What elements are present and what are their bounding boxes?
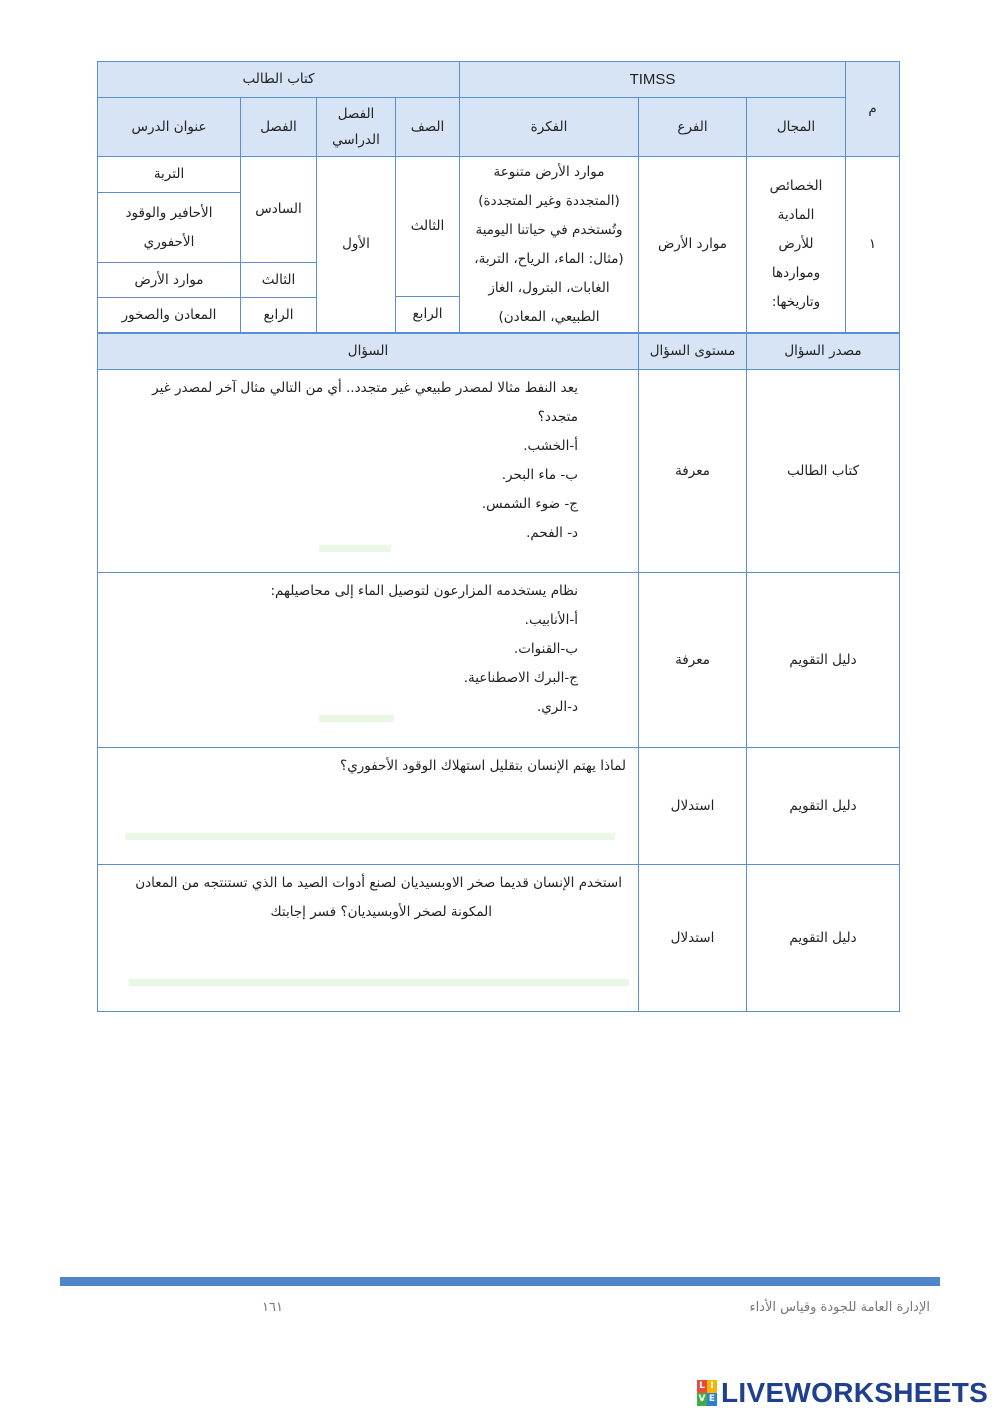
liveworksheets-wordmark: LIVEWORKSHEETS <box>721 1377 989 1408</box>
row-grade-4: الرابع <box>395 296 460 333</box>
liveworksheets-icon <box>697 1380 717 1406</box>
question-4-stem: استخدم الإنسان قديما صخر الاوبسيديان لصنع أدوات الصيد ما الذي تستنتجه من المعادن <box>135 875 622 891</box>
header-student-book: كتاب الطالب <box>97 61 460 98</box>
header-lesson-title: عنوان الدرس <box>97 97 241 157</box>
question-2-stem: نظام يستخدمه المزارعون لتوصيل الماء إلى محاصيلهم: <box>270 583 578 599</box>
logo-tile-v: V <box>698 1394 706 1404</box>
question-2-option-a: أ-الأنابيب. <box>524 612 578 628</box>
row-grade-3: الثالث <box>395 156 460 297</box>
question-3-stem: لماذا يهتم الإنسان بتقليل استهلاك الوقود الأحفوري؟ <box>340 758 626 774</box>
question-1-option-d: د- الفحم. <box>526 525 578 541</box>
header-domain: المجال <box>746 97 846 157</box>
question-3-source: دليل التقويم <box>746 747 900 865</box>
question-1-text <box>97 369 639 573</box>
question-2-option-b: ب-القنوات. <box>513 641 578 657</box>
row-lesson-minerals: المعادن والصخور <box>97 297 241 333</box>
header-grade: الصف <box>395 97 460 157</box>
question-1-option-a: أ-الخشب. <box>523 438 578 454</box>
question-1-answer-field[interactable] <box>319 545 391 552</box>
page-number: ١٦١ <box>262 1300 283 1315</box>
question-4-answer-field[interactable] <box>129 979 629 986</box>
question-3-level: استدلال <box>638 747 747 865</box>
question-1-option-c: ج- ضوء الشمس. <box>481 496 578 512</box>
logo-tile-l: L <box>697 1380 707 1393</box>
row-lesson-fossils: الأحافير والوقود الأحفوري <box>97 192 241 263</box>
header-idea: الفكرة <box>459 97 639 157</box>
row-branch: موارد الأرض <box>638 156 747 333</box>
row-domain: الخصائص المادية للأرض ومواردها وتاريخها: <box>746 156 846 333</box>
row-idea: موارد الأرض متنوعة (المتجددة وغير المتجددة) وتُستخدم في حياتنا اليومية (مثال: الماء، الرياح، التربة، الغابات، البترول، الغاز الطبيعي، المعادن) <box>459 156 639 333</box>
questions-header-question: السؤال <box>97 333 639 370</box>
question-2-level: معرفة <box>638 572 747 748</box>
questions-header-source: مصدر السؤال <box>746 333 900 370</box>
footer-bar <box>60 1277 940 1286</box>
question-1-stem: يعد النفط مثالا لمصدر طبيعي غير متجدد.. أي من التالي مثال آخر لمصدر غير <box>152 380 578 396</box>
row-lesson-soil: التربة <box>97 156 241 193</box>
question-1-option-b: ب- ماء البحر. <box>501 467 578 483</box>
question-4-level: استدلال <box>638 864 747 1012</box>
question-2-option-d: د-الري. <box>536 699 578 715</box>
question-4-stem-cont: المكونة لصخر الأوبسيديان؟ فسر إجابتك <box>270 904 492 920</box>
question-2-answer-field[interactable] <box>319 715 394 722</box>
logo-tile-e: E <box>708 1394 716 1404</box>
logo-tile-i: I <box>707 1380 717 1393</box>
row-chapter-4: الرابع <box>240 297 317 333</box>
question-1-level: معرفة <box>638 369 747 573</box>
row-chapter-6: السادس <box>240 156 317 263</box>
row-semester: الأول <box>316 156 396 333</box>
question-3-answer-field[interactable] <box>125 833 615 840</box>
question-3-text <box>97 747 639 865</box>
question-1-source: كتاب الطالب <box>746 369 900 573</box>
question-2-option-c: ج-البرك الاصطناعية. <box>463 670 578 686</box>
header-number: م <box>845 61 900 157</box>
liveworksheets-logo[interactable] <box>697 1378 988 1408</box>
footer-org: الإدارة العامة للجودة وقياس الأداء <box>749 1300 930 1315</box>
row-lesson-resources: موارد الأرض <box>97 262 241 298</box>
question-4-text <box>97 864 639 1012</box>
header-chapter: الفصل <box>240 97 317 157</box>
row-chapter-3: الثالث <box>240 262 317 298</box>
question-1-stem-cont: متجدد؟ <box>537 409 578 425</box>
question-4-source: دليل التقويم <box>746 864 900 1012</box>
header-branch: الفرع <box>638 97 747 157</box>
header-semester: الفصل الدراسي <box>316 97 396 157</box>
question-2-source: دليل التقويم <box>746 572 900 748</box>
row-number: ١ <box>845 156 900 333</box>
header-timss: TIMSS <box>459 61 846 98</box>
questions-header-level: مستوى السؤال <box>638 333 747 370</box>
